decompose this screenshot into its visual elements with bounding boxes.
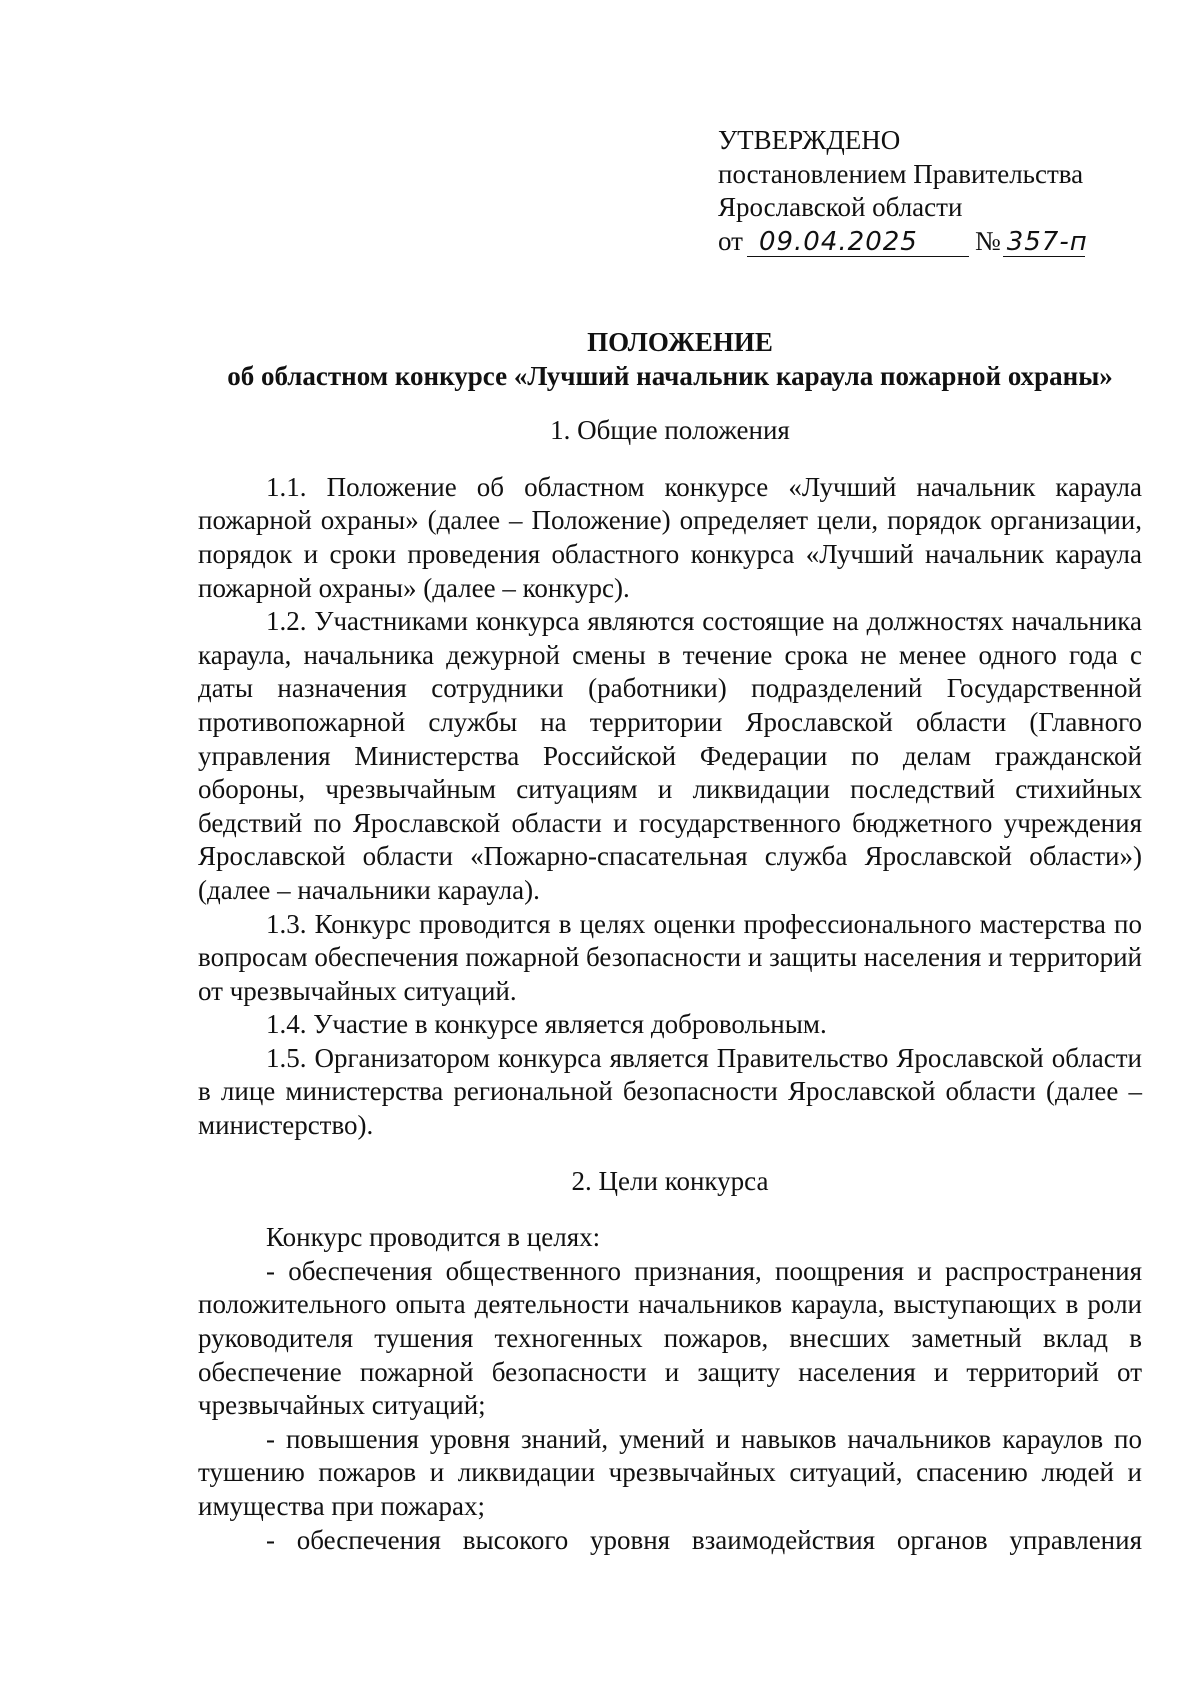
approval-stamp [718, 124, 1158, 259]
paragraph-1-4: 1.4. Участие в конкурсе является добровольным. [266, 1009, 827, 1040]
section-general-content [198, 471, 1142, 1143]
document-title: ПОЛОЖЕНИЕ [587, 327, 773, 357]
approval-date-number-row [718, 225, 1158, 259]
approval-line-resolution: постановлением Правительства [718, 158, 1084, 189]
document-subtitle: об областном конкурсе «Лучший начальник караула пожарной охраны» [227, 360, 1113, 391]
handwritten-date: 09.04.2025 [747, 228, 969, 257]
goal-item-recognition: - обеспечения общественного признания, поощрения и распространения положительного опыта деятельности начальников караула, выступающих в роли руководителя тушения техногенных пожаров, внесших заметный вклад в обеспечение пожарной безопасности и защиту населения и территорий от чрезвычайных ситуаций; [198, 1255, 1142, 1421]
paragraph-1-2: 1.2. Участниками конкурса являются состоящие на должностях начальника караула, начальника дежурной смены в течение срока не менее одного года с даты назначения сотрудники (работники) подразделений Государственной противопожарной службы на территории Ярославской области (Главного управления Министерства Российской Федерации по делам гражданской обороны, чрезвычайным ситуациям и ликвидации последствий стихийных бедствий по Ярославской области и государственного бюджетного учреждения Ярославской области «Пожарно-спасательная служба Ярославской области») (далее – начальники караула). [198, 606, 1142, 905]
goal-item-interaction: - обеспечения высокого уровня взаимодействия органов управления [266, 1524, 1142, 1555]
paragraph-1-1: 1.1. Положение об областном конкурсе «Лучший начальник караула пожарной охраны» (далее – Положение) определяет цели, порядок организации, порядок и сроки проведения областного конкурса «Лучший начальник караула пожарной охраны» (далее – конкурс). [198, 471, 1142, 603]
paragraph-1-5: 1.5. Организатором конкурса является Правительство Ярославской области в лице министерства региональной безопасности Ярославской области (далее – министерство). [198, 1042, 1142, 1141]
goal-item-skills: - повышения уровня знаний, умений и навыков начальников караулов по тушению пожаров и ликвидации чрезвычайных ситуаций, спасению людей и имущества при пожарах; [198, 1423, 1142, 1521]
section-goals-content [198, 1221, 1142, 1557]
handwritten-number: 357-п [1003, 228, 1085, 257]
goals-intro: Конкурс проводится в целях: [266, 1222, 601, 1253]
paragraph-1-3: 1.3. Конкурс проводится в целях оценки профессионального мастерства по вопросам обеспечения пожарной безопасности и защиты населения и территорий от чрезвычайных ситуаций. [198, 908, 1142, 1006]
section-heading-general: 1. Общие положения [550, 415, 790, 446]
section-heading-goals: 2. Цели конкурса [571, 1165, 769, 1196]
number-prefix: № [974, 225, 1001, 256]
approval-line-region: Ярославской области [718, 192, 963, 223]
approval-heading: УТВЕРЖДЕНО [718, 125, 901, 155]
document-body [198, 326, 1142, 1557]
date-prefix: от [718, 225, 743, 256]
